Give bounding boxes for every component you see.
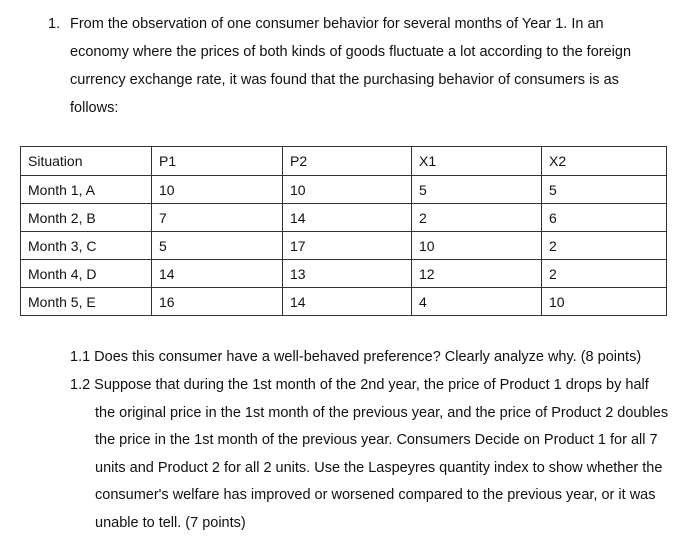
cell-p2: 14 bbox=[283, 288, 412, 316]
cell-situation: Month 5, E bbox=[21, 288, 152, 316]
table-row bbox=[21, 204, 667, 232]
cell-x1: 5 bbox=[412, 176, 542, 204]
cell-situation: Month 2, B bbox=[21, 204, 152, 232]
cell-x1: 12 bbox=[412, 260, 542, 288]
table-header-row bbox=[21, 147, 667, 176]
cell-p2: 10 bbox=[283, 176, 412, 204]
table-row bbox=[21, 260, 667, 288]
header-p2: P2 bbox=[283, 147, 412, 176]
subquestion-1-2-continuation: the original price in the 1st month of the previous year, and the price of Product 2 doubles the price in the 1st month of the previous year. Consumers Decide on Product 1 for all 7 units and Product 2 for all 2 units. Use the Laspeyres quantity index to show whether the consumer's welfare has improved or worsened compared to the previous year, or it was unable to tell. (7 points) bbox=[95, 404, 669, 531]
cell-x1: 10 bbox=[412, 232, 542, 260]
header-x2: X2 bbox=[542, 147, 667, 176]
cell-situation: Month 3, C bbox=[21, 232, 152, 260]
cell-x2: 2 bbox=[542, 232, 667, 260]
subquestion-1-1: 1.1 Does this consumer have a well-behaved preference? Clearly analyze why. (8 points) bbox=[70, 349, 642, 365]
cell-p1: 14 bbox=[152, 260, 283, 288]
header-x1: X1 bbox=[412, 147, 542, 176]
table-row bbox=[21, 176, 667, 204]
cell-x2: 5 bbox=[542, 176, 667, 204]
question-number: 1. bbox=[48, 16, 61, 32]
cell-p2: 17 bbox=[283, 232, 412, 260]
subquestion-1-2 bbox=[70, 372, 670, 538]
cell-p1: 7 bbox=[152, 204, 283, 232]
cell-situation: Month 1, A bbox=[21, 176, 152, 204]
cell-p2: 14 bbox=[283, 204, 412, 232]
cell-situation: Month 4, D bbox=[21, 260, 152, 288]
cell-x1: 2 bbox=[412, 204, 542, 232]
header-p1: P1 bbox=[152, 147, 283, 176]
subquestion-1-2-first-line: 1.2 Suppose that during the 1st month of the 2nd year, the price of Product 1 drops by half bbox=[70, 377, 649, 393]
cell-p2: 13 bbox=[283, 260, 412, 288]
cell-x1: 4 bbox=[412, 288, 542, 316]
header-situation: Situation bbox=[21, 147, 152, 176]
table-row bbox=[21, 232, 667, 260]
question-text: From the observation of one consumer behavior for several months of Year 1. In an economy where the prices of both kinds of goods fluctuate a lot according to the foreign currency exchange rate, it was found that the purchasing behavior of consumers is as follows: bbox=[70, 16, 632, 116]
cell-p1: 10 bbox=[152, 176, 283, 204]
cell-p1: 5 bbox=[152, 232, 283, 260]
cell-p1: 16 bbox=[152, 288, 283, 316]
consumer-data-table bbox=[20, 146, 667, 316]
cell-x2: 2 bbox=[542, 260, 667, 288]
cell-x2: 6 bbox=[542, 204, 667, 232]
cell-x2: 10 bbox=[542, 288, 667, 316]
table-row bbox=[21, 288, 667, 316]
